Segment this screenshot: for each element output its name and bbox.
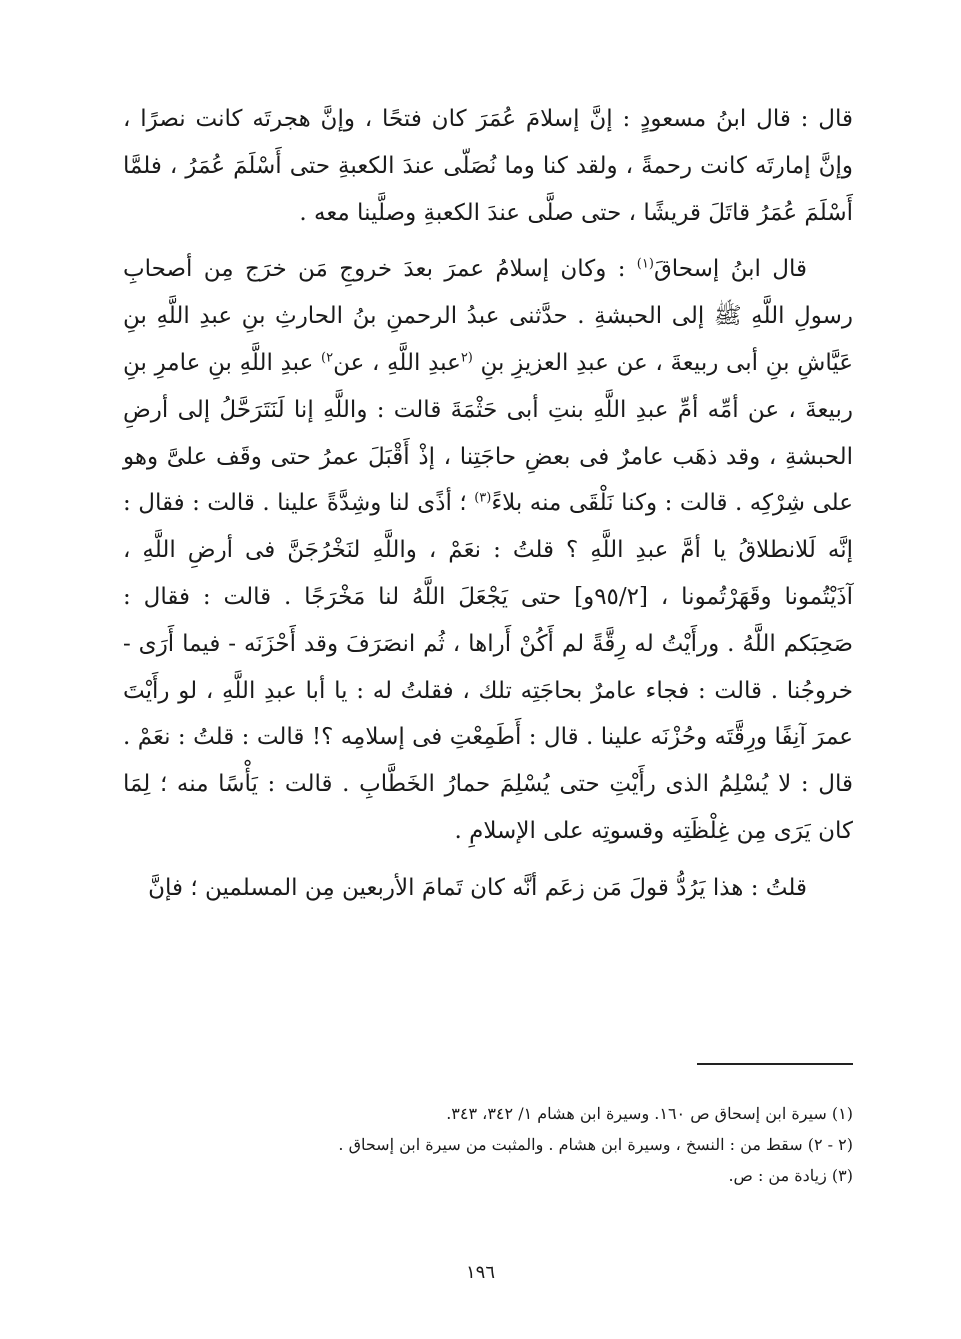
footnote-reference: ٢)	[321, 350, 334, 366]
footnote-2: (٢ - ٢) سقط من : النسخ ، وسيرة ابن هشام . والمثبت من سيرة ابن إسحاق .	[338, 1135, 853, 1154]
footnotes	[123, 1098, 853, 1191]
text-run: : وكان إسلامُ عمرَ بعدَ خروجِ مَن خرَج مِن أصحابِ رسولِ اللَّهِ ﷺ إلى الحبشةِ . حدَّثنى عبدُ الرحمنِ بنُ الحارثِ بنِ عبدِ اللَّهِ بنِ عَيَّاشِ بنِ أبى ربيعةَ ، عن عبدِ العزيزِ بنِ	[123, 256, 853, 376]
text-run: عبدِ اللَّهِ ، عن	[333, 349, 461, 376]
paragraph-3	[123, 865, 853, 912]
paragraph-2	[123, 246, 853, 854]
text-run: قال ابنُ إسحاقَ	[653, 256, 808, 283]
footnote-3: (٣) زيادة من : ص.	[728, 1166, 853, 1185]
main-text	[123, 96, 853, 922]
footnote-1: (١) سيرة ابن إسحاق ص ١٦٠. وسيرة ابن هشام ١/ ٣٤٢، ٣٤٣.	[446, 1104, 853, 1123]
text-run: عبدِ اللَّهِ بنِ عامرِ بنِ ربيعةَ ، عن أمِّه أمِّ عبدِ اللَّهِ بنتِ أبى حَثْمَةَ قالت : واللَّهِ إنا لَنَتَرَحَّلُ إلى أرضِ الحبشةِ ، وقد ذهَب عامرٌ فى بعضِ حاجَتِنا ، إذْ أَقْبَلَ عمرُ حتى وقَف علىَّ وهو على شِرْكِه . قالت : وكنا نَلْقَى منه بلاءً	[123, 349, 853, 517]
footnote-reference: (٣)	[474, 490, 492, 506]
text-run: قال : قال ابنُ مسعودٍ : إنَّ إسلامَ عُمَرَ كان فتحًا ، وإنَّ هجرتَه كانت نصرًا ، وإنَّ إمارتَه كانت رحمةً ، ولقد كنا وما نُصَلّى عندَ الكعبةِ حتى أَسْلَمَ عُمَرُ ، فلمَّا أَسْلَمَ عُمَرُ قاتَلَ قريشًا ، حتى صلَّى عندَ الكعبةِ وصلَّينا معه .	[123, 106, 853, 226]
paragraph-1	[123, 96, 853, 236]
page-number: ١٩٦	[465, 1262, 495, 1283]
text-run: ؛ أذًى لنا وشِدَّةً علينا . قالت : فقال : إنَّه لَلانطلاقُ يا أمَّ عبدِ اللَّهِ ؟ قلتُ : نعَمْ ، واللَّهِ لنَخْرُجَنَّ فى أرضِ اللَّهِ ، آذَيْتُمونا وقَهَرْتُمونا ، [٩٥/٢و] حتى يَجْعَلَ اللَّهُ لنا مَخْرَجًا . قالت : فقال : صَحِبَكم اللَّهُ . ورأَيْتُ له رِقَّةً لم أَكُنْ أَراها ، ثُم انصَرَفَ وقد أَحْزَنَه - فيما أَرَى - خروجُنا . قالت : فجاء عامرٌ بحاجَتِه تلك ، فقلتُ له : يا أبا عبدِ اللَّهِ ، لو رأَيْتَ عمرَ آنِفًا ورِقَّتَه وحُزْنَه علينا . قال : أَطَمِعْتِ فى إسلامِه ؟! قالت : قلتُ : نعَمْ . قال : لا يُسْلِمُ الذى رأَيْتِ حتى يُسْلِمَ حمارُ الخَطَّابِ . قالت : يَأْسًا منه ؛ لِمَا كان يَرَى مِن غِلْظَتِه وقسوتِه على الإسلامِ .	[123, 490, 854, 844]
footnote-divider	[697, 1063, 853, 1065]
footnote-reference: (٢	[460, 350, 473, 366]
footnote-reference: (١)	[636, 256, 654, 272]
text-run: قلتُ : هذا يَرُدُّ قولَ مَن زعَم أنَّه كان تَمامَ الأربعين مِن المسلمين ؛ فإنَّ	[148, 874, 807, 901]
